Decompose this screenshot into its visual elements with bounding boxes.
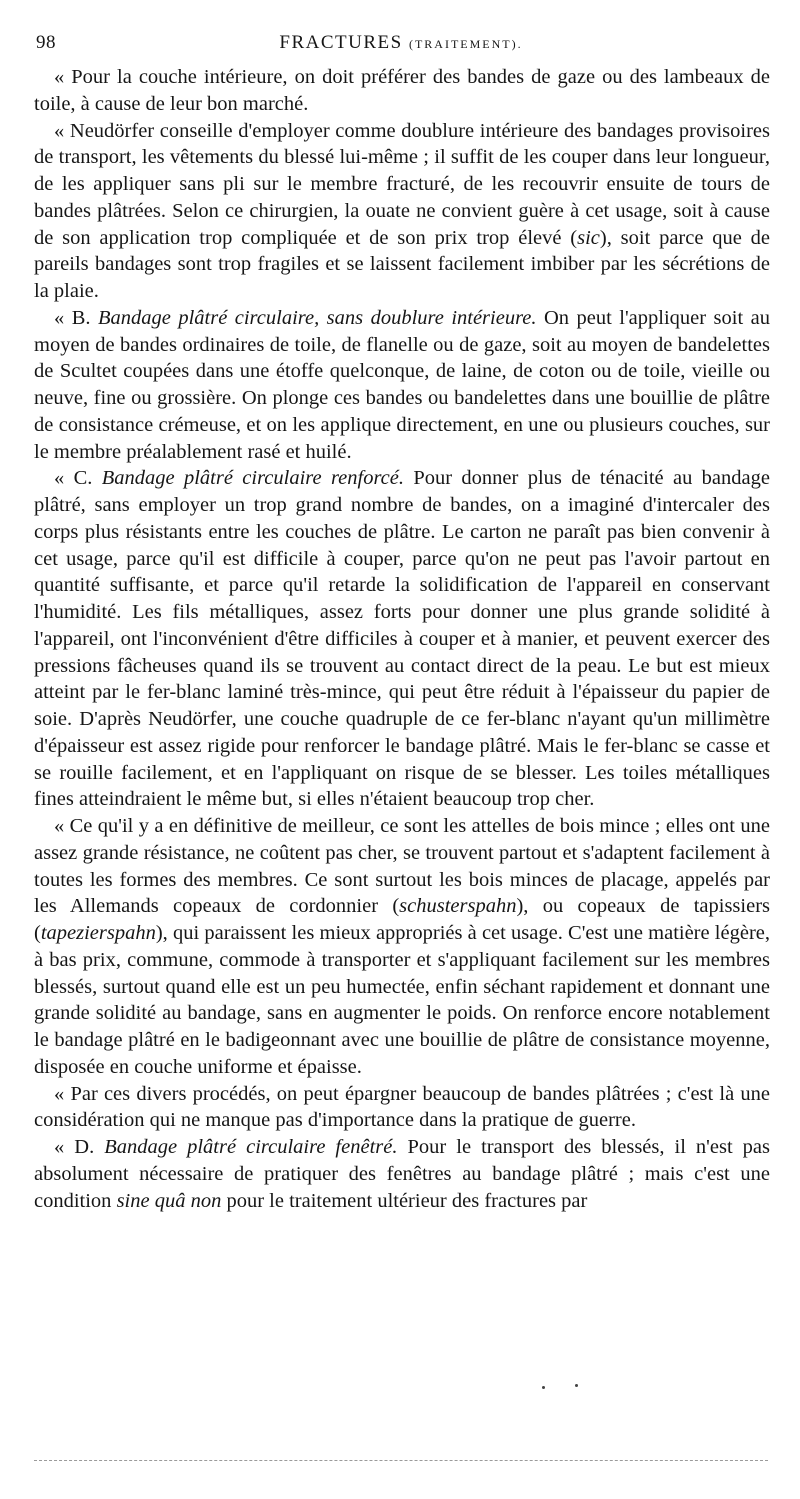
italic-text: Bandage plâtré circulaire renforcé.: [101, 467, 404, 490]
text-run: « Ce qu'il y a en définitive de meilleur, ce sont les attelles de bois mince ; elles ont une assez grande résistance, ne coûtent pas cher, se trouvent partout et s'adaptent facilement à toutes les formes des membres. Ce sont surtout les bois minces de placage, appelés par les Allemands copeaux de cordonnier (: [34, 815, 770, 918]
paragraph: [34, 118, 770, 305]
paragraph: [34, 813, 770, 1081]
italic-text: sic: [577, 226, 600, 249]
text-run: « Neudörfer conseille d'employer comme doublure intérieure des bandages provisoires de transport, les vêtements du blessé lui-même ; il suffit de les couper dans leur longueur, de les appliquer sans pli sur le membre fracturé, de les recouvrir ensuite de tours de bandes plâtrées. Selon ce chirurgien, la ouate ne convient guère à cet usage, soit à cause de son application trop compliquée et de son prix trop élevé (: [34, 119, 770, 249]
paragraph: [34, 1081, 770, 1135]
ink-speck: [575, 1384, 578, 1387]
print-specks: [520, 1380, 600, 1400]
text-run: On peut l'appliquer soit au moyen de bandes ordinaires de toile, de flanelle ou de gaze, soit au moyen de bandelettes de Scultet coupées dans une étoffe quelconque, de laine, de coton ou de toile, vieille ou neuve, fine ou grossière. On plonge ces bandes ou bandelettes dans une bouillie de plâtre de consistance crémeuse, et on les applique directement, en une ou plusieurs couches, sur le membre préalablement rasé et huilé.: [34, 306, 770, 463]
ink-speck: [542, 1386, 545, 1389]
text-run: Pour donner plus de ténacité au bandage plâtré, sans employer un trop grand nombre de bandes, on a imaginé d'intercaler des corps plus résistants entre les couches de plâtre. Le carton ne paraît pas bien convenir à cet usage, parce qu'il est difficile à couper, parce qu'on ne peut pas l'avoir partout en quantité suffisante, et parce qu'il retarde la solidification de l'appareil en conservant l'humidité. Les fils métalliques, assez forts pour donner une plus grande solidité à l'appareil, ont l'inconvénient d'être difficiles à couper et à manier, et peuvent exercer des pressions fâcheuses quand ils se trouvent au contact direct de la peau. Le but est mieux atteint par le fer-blanc laminé très-mince, qui peut être réduit à l'épaisseur du papier de soie. D'après Neudörfer, une couche quadruple de ce fer-blanc n'ayant qu'un millimètre d'épaisseur est assez rigide pour renforcer le bandage plâtré. Mais le fer-blanc se casse et se rouille facilement, et en l'appliquant on risque de se blesser. Les toiles métalliques fines atteindraient le même but, si elles n'étaient beaucoup trop cher.: [34, 467, 770, 811]
page-number: 98: [36, 32, 56, 53]
text-run: ), qui paraissent les mieux appropriés à cet usage. C'est une matière légère, à bas prix, commune, commode à transporter et s'appliquant facilement sur les membres blessés, surtout quand elle est un peu humectée, enfin séchant rapidement et donnant une grande solidité au bandage, sans en augmenter le poids. On renforce encore notablement le bandage plâtré en le badigeonnant avec une bouillie de plâtre de consistance moyenne, disposée en couche uniforme et épaisse.: [34, 922, 770, 1078]
paragraph: [34, 305, 770, 466]
italic-text: Bandage plâtré circulaire, sans doublure intérieure.: [97, 306, 537, 329]
paragraph: [34, 64, 770, 118]
italic-text: tapezierspahn: [40, 922, 156, 944]
body-text: [34, 64, 770, 1214]
text-run: « C.: [54, 467, 102, 490]
italic-text: Bandage plâtré circulaire fenêtré.: [104, 1136, 398, 1158]
paragraph: [34, 465, 770, 813]
text-run: « B.: [54, 306, 98, 329]
running-title-main: FRACTURES: [279, 32, 403, 53]
italic-text: schusterspahn: [399, 895, 517, 918]
running-title-sub: (TRAITEMENT).: [408, 37, 523, 51]
running-title: [36, 30, 766, 57]
text-run: ), soit parce que de pareils bandages sont trop fragiles et se laissent facilement imbiber par les sécrétions de la plaie.: [34, 226, 770, 302]
text-run: Pour le transport des blessés, il n'est pas absolument nécessaire de pratiquer des fenêtres au bandage plâtré ; mais c'est une condition: [34, 1136, 770, 1212]
bottom-rule: [34, 1460, 768, 1461]
text-run: « D.: [54, 1136, 105, 1158]
text-run: ), ou copeaux de tapissiers (: [34, 895, 770, 944]
text-run: « Pour la couche intérieure, on doit préférer des bandes de gaze ou des lambeaux de toile, à cause de leur bon marché.: [34, 66, 770, 115]
paragraph: [34, 1134, 770, 1214]
text-run: pour le traitement ultérieur des fractures par: [221, 1189, 588, 1212]
running-header: [36, 30, 766, 56]
italic-text: sine quâ non: [116, 1189, 222, 1212]
text-run: « Par ces divers procédés, on peut épargner beaucoup de bandes plâtrées ; c'est là une considération qui ne manque pas d'importance dans la pratique de guerre.: [34, 1082, 770, 1132]
